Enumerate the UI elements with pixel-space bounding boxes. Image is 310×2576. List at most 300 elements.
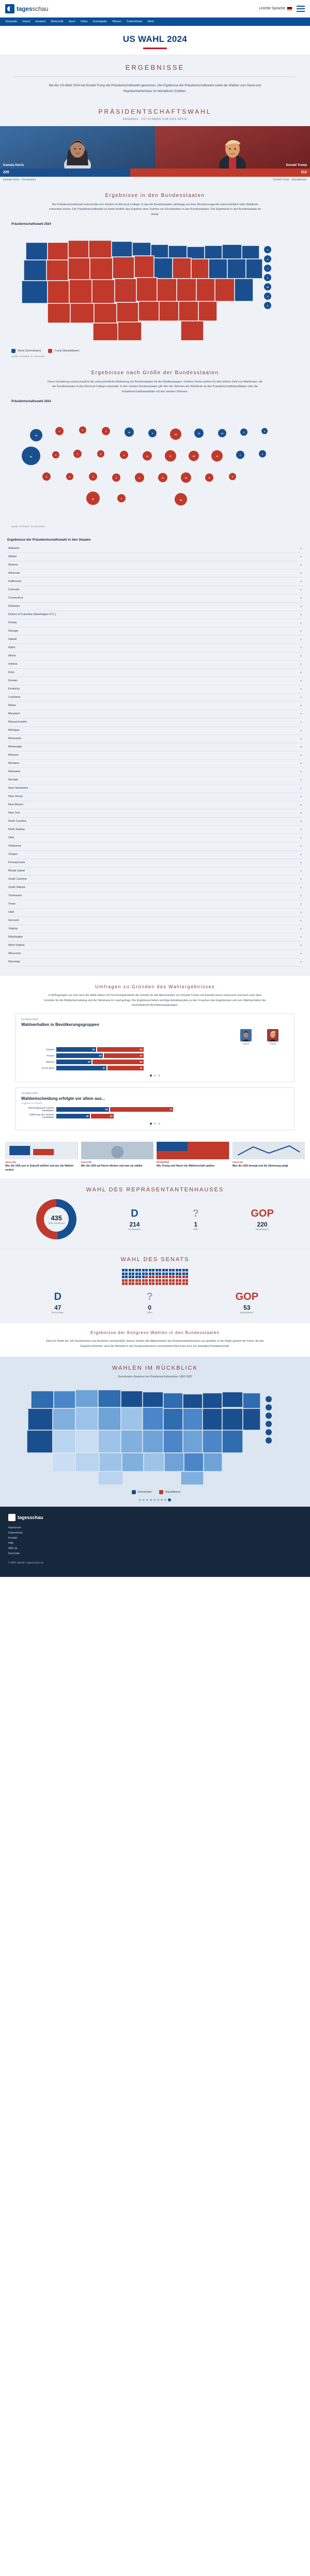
map2-note: Quelle: AP/Stand: 16. Dezember (11, 525, 45, 528)
teaser-row (0, 1136, 310, 1178)
senate-seat (182, 1272, 185, 1275)
footer-link-0[interactable]: Impressum (8, 1526, 21, 1529)
chevron-down-icon[interactable]: ▾ (300, 572, 302, 575)
map1-note: Quelle: AP/Stand: 16. Dezember (11, 355, 45, 358)
senate-seat (132, 1269, 134, 1271)
bar-group (21, 1047, 289, 1052)
chevron-down-icon[interactable]: ▾ (300, 547, 302, 550)
senate-seat (176, 1282, 178, 1285)
svg-text:6: 6 (76, 452, 79, 455)
chevron-down-icon[interactable]: ▾ (300, 828, 302, 832)
state-row[interactable] (7, 561, 303, 570)
chevron-down-icon[interactable]: ▾ (300, 754, 302, 757)
senate-seat (145, 1272, 148, 1275)
senate-seat (162, 1282, 165, 1285)
state-row[interactable] (7, 892, 303, 900)
rueckblick-legend-rep (159, 1490, 180, 1494)
senate-seat (142, 1276, 145, 1278)
main-nav[interactable] (0, 18, 310, 26)
bar-harris-wähler (56, 1107, 109, 1112)
state-row[interactable] (7, 909, 303, 917)
chevron-down-icon[interactable]: ▾ (300, 630, 302, 633)
teaser-1[interactable] (81, 1142, 154, 1172)
bar-value: 45 (140, 1054, 143, 1057)
state-name: Maine (8, 704, 16, 708)
state-name: Kentucky (8, 687, 20, 691)
chevron-down-icon[interactable]: ▾ (300, 811, 302, 815)
chart-card-bevoelkerungsgruppen[interactable] (16, 1014, 295, 1082)
teaser-2-title[interactable]: Wie Trump und Harris die Wählerschaft spalten (157, 1164, 215, 1168)
usa-choropleth-map[interactable] (9, 227, 301, 346)
teaser-2-thumb (157, 1142, 229, 1159)
chevron-down-icon[interactable]: ▾ (300, 845, 302, 848)
bar-group (21, 1113, 289, 1118)
teaser-1-title[interactable]: Wie die USA auf Harris blicken und was sie wählte (81, 1164, 143, 1168)
footer-link-4[interactable]: ARD.de (8, 1546, 18, 1550)
chevron-down-icon[interactable]: ▾ (300, 960, 302, 964)
democrat-logo-icon-senate: D (54, 1291, 62, 1303)
chevron-down-icon[interactable]: ▾ (300, 712, 302, 716)
chevron-down-icon[interactable]: ▾ (300, 902, 302, 906)
chevron-down-icon[interactable]: ▾ (300, 605, 302, 608)
bar-wrap (56, 1047, 289, 1052)
teaser-1-category: ANALYSE (81, 1161, 92, 1164)
map1-legend (11, 349, 301, 353)
state-row[interactable] (7, 867, 303, 876)
senate-seat (182, 1276, 185, 1278)
pager2-dot-3[interactable] (158, 1123, 160, 1125)
state-name: Missouri (8, 754, 19, 757)
state-row[interactable] (7, 842, 303, 851)
senate-seat (165, 1276, 168, 1278)
state-name: Rhode Island (8, 869, 25, 873)
timeline-year-2012[interactable] (157, 1499, 159, 1501)
bar-category-label: Männer (46, 1061, 54, 1064)
state-row[interactable] (7, 702, 303, 710)
chart2-sub: Angaben in Prozent (21, 1102, 42, 1105)
svg-text:6: 6 (151, 432, 153, 435)
logo-text-light: schau (32, 5, 49, 12)
senate-seat (182, 1269, 185, 1271)
chevron-down-icon[interactable]: ▾ (300, 853, 302, 856)
state-row[interactable] (7, 644, 303, 652)
chevron-down-icon[interactable]: ▾ (300, 861, 302, 865)
teaser-3[interactable] (233, 1142, 305, 1172)
state-row[interactable] (7, 669, 303, 677)
state-name: Virginia (8, 927, 18, 931)
state-name: South Carolina (8, 878, 27, 881)
senate-open-seats: 0 (148, 1304, 152, 1312)
electoral-result-bar (0, 168, 310, 177)
chevron-down-icon[interactable]: ▾ (300, 638, 302, 641)
house-party-open (193, 1208, 199, 1231)
senate-party-open (147, 1291, 153, 1314)
section-map-states (0, 186, 310, 363)
state-row[interactable] (7, 851, 303, 859)
chart2-eyebrow: US-Wahl 2024 (21, 1092, 38, 1096)
senate-seat (125, 1279, 128, 1282)
senate-seat (138, 1282, 141, 1285)
chevron-down-icon[interactable]: ▾ (300, 679, 302, 683)
state-row[interactable] (7, 900, 303, 909)
timeline-year-2000[interactable] (146, 1499, 148, 1501)
timeline-year-2016[interactable] (161, 1499, 163, 1501)
house-open-seats: 1 (194, 1221, 198, 1229)
svg-text:5: 5 (100, 452, 102, 455)
teaser-2[interactable] (157, 1142, 229, 1172)
senate-seat (182, 1279, 185, 1282)
bar-trump-wähler (110, 1107, 173, 1112)
state-row[interactable] (7, 884, 303, 892)
chevron-down-icon[interactable]: ▾ (300, 952, 302, 956)
footer-brand: tagesschau (18, 1514, 43, 1520)
svg-text:54: 54 (29, 455, 33, 458)
democrat-logo-icon: D (131, 1208, 138, 1220)
senate-seat (138, 1276, 141, 1278)
state-name: Ohio (8, 836, 14, 840)
chevron-down-icon[interactable]: ▾ (300, 613, 302, 617)
footer-link-1[interactable]: Datenschutz (8, 1531, 23, 1535)
senate-seat (162, 1269, 165, 1271)
historic-map[interactable] (10, 1378, 300, 1487)
chevron-down-icon[interactable]: ▾ (300, 878, 302, 881)
teaser-0[interactable] (5, 1142, 78, 1172)
state-row[interactable] (7, 594, 303, 603)
state-row[interactable] (7, 710, 303, 718)
bar-trump (104, 1053, 144, 1058)
state-row[interactable] (7, 727, 303, 735)
chart1-legend-trump: Trump (269, 1042, 276, 1046)
chart1-candidate-heads (21, 1029, 289, 1045)
state-name: Massachusetts (8, 720, 27, 724)
usa-bubble-svg[interactable] (9, 404, 301, 523)
state-row[interactable] (7, 553, 303, 561)
chevron-down-icon[interactable]: ▾ (300, 663, 302, 666)
pager-dot-1[interactable] (150, 1075, 152, 1077)
footer-logo[interactable] (8, 1514, 302, 1521)
state-name: Florida (8, 621, 17, 625)
footer-link-2[interactable]: Kontakt (8, 1536, 17, 1540)
usa-map-svg[interactable] (9, 227, 301, 346)
nav-item-2[interactable]: Ausland (35, 20, 46, 23)
bar-value: 57 (102, 1067, 105, 1070)
bar-wrap (56, 1053, 289, 1058)
chevron-down-icon[interactable]: ▾ (300, 654, 302, 658)
state-row[interactable] (7, 586, 303, 594)
nav-item-8[interactable]: Faktenfinder (127, 20, 143, 23)
language-label: Leichte Sprache (259, 7, 285, 10)
chevron-down-icon[interactable]: ▾ (300, 911, 302, 914)
candidate-row (0, 126, 310, 168)
bar-harris (0, 168, 130, 177)
trump-thumb (267, 1029, 278, 1041)
chevron-down-icon[interactable]: ▾ (300, 621, 302, 625)
chevron-down-icon[interactable]: ▾ (300, 803, 302, 807)
teaser-3-thumb (233, 1142, 305, 1159)
state-row[interactable] (7, 694, 303, 702)
chart2-pager[interactable] (21, 1123, 289, 1125)
logo-text-main: tages (17, 5, 33, 12)
timeline-year-2008[interactable] (153, 1499, 156, 1501)
nav-item-9[interactable]: Mehr (147, 20, 154, 23)
rueckblick-legend-dem (132, 1490, 152, 1494)
state-name: New Jersey (8, 795, 23, 799)
senate-seat (172, 1276, 175, 1278)
state-row[interactable] (7, 677, 303, 685)
svg-text:3: 3 (267, 257, 269, 260)
site-logo[interactable] (5, 4, 48, 13)
bar-harris (56, 1060, 91, 1064)
chevron-down-icon[interactable]: ▾ (300, 836, 302, 840)
chevron-down-icon[interactable]: ▾ (300, 820, 302, 823)
senate-seat (152, 1282, 154, 1285)
section-repraesentantenhaus (0, 1178, 310, 1249)
house-party-dem (129, 1208, 141, 1231)
state-name: New Mexico (8, 803, 24, 807)
state-row[interactable] (7, 942, 303, 950)
senate-seat (138, 1269, 141, 1271)
chevron-down-icon[interactable]: ▾ (300, 563, 302, 567)
state-row[interactable] (7, 834, 303, 842)
chevron-down-icon[interactable]: ▾ (300, 762, 302, 765)
footer-link-5[interactable]: Das Erste (8, 1552, 20, 1555)
chevron-down-icon[interactable]: ▾ (300, 778, 302, 782)
state-row[interactable] (7, 685, 303, 694)
nav-item-3[interactable]: Wirtschaft (51, 20, 64, 23)
chevron-down-icon[interactable]: ▾ (300, 787, 302, 790)
timeline-year-1992[interactable] (139, 1499, 141, 1501)
state-row[interactable] (7, 925, 303, 933)
chevron-down-icon[interactable]: ▾ (300, 927, 302, 931)
state-row[interactable] (7, 718, 303, 727)
senate-seat (152, 1276, 154, 1278)
bar-harris (56, 1053, 103, 1058)
chevron-down-icon[interactable]: ▾ (300, 869, 302, 873)
senate-seat (176, 1269, 178, 1271)
historic-map-svg[interactable] (10, 1378, 300, 1487)
footer-link-3[interactable]: Hilfe (8, 1541, 14, 1545)
state-row[interactable] (7, 768, 303, 776)
state-row[interactable] (7, 545, 303, 553)
svg-text:5: 5 (231, 475, 234, 478)
bar-value: 40 (87, 1061, 90, 1064)
state-row[interactable] (7, 627, 303, 636)
senate-seat (159, 1269, 161, 1271)
bar-value: 53 (140, 1048, 143, 1051)
state-row[interactable] (7, 859, 303, 867)
bar-value: 60 (105, 1108, 108, 1111)
page-title: US WAHL 2024 (122, 34, 188, 44)
svg-text:40: 40 (91, 497, 95, 500)
senate-seat (156, 1282, 158, 1285)
senate-seat (185, 1282, 188, 1285)
pager2-dot-1[interactable] (150, 1123, 152, 1125)
chevron-down-icon[interactable]: ▾ (300, 919, 302, 923)
state-name: New Hampshire (8, 787, 28, 790)
bar-trump-value: 312 (301, 171, 307, 175)
state-row[interactable] (7, 933, 303, 942)
chevron-down-icon[interactable]: ▾ (300, 944, 302, 947)
state-row[interactable] (7, 917, 303, 925)
house-results-row (10, 1199, 300, 1239)
nav-item-5[interactable]: Video (80, 20, 88, 23)
chart1-pager[interactable] (21, 1075, 289, 1077)
state-name: Georgia (8, 630, 19, 633)
chevron-down-icon[interactable]: ▾ (300, 795, 302, 799)
state-row[interactable] (7, 950, 303, 958)
state-row[interactable] (7, 785, 303, 793)
nav-item-1[interactable]: Inland (22, 20, 30, 23)
state-row[interactable] (7, 570, 303, 578)
chevron-down-icon[interactable]: ▾ (300, 671, 302, 674)
state-row[interactable] (7, 876, 303, 884)
senate-seat (169, 1282, 172, 1285)
map1-heading: Ergebnisse in den Bundesstaaten (105, 192, 205, 198)
state-results-list (0, 533, 310, 976)
state-row[interactable] (7, 752, 303, 760)
svg-text:11: 11 (161, 476, 164, 479)
state-row[interactable] (7, 743, 303, 752)
chevron-down-icon[interactable]: ▾ (300, 588, 302, 592)
state-row[interactable] (7, 760, 303, 768)
state-row[interactable] (7, 636, 303, 644)
rueckblick-legend-rep-label: Republikaner (165, 1490, 181, 1494)
senate-seat (159, 1276, 161, 1278)
svg-text:4: 4 (243, 431, 245, 434)
chart2-title: Wahlentscheidung erfolgte vor allem aus... (21, 1096, 105, 1101)
svg-text:10: 10 (221, 432, 224, 435)
chevron-down-icon[interactable]: ▾ (300, 886, 302, 890)
chevron-down-icon[interactable]: ▾ (300, 745, 302, 749)
chevron-down-icon[interactable]: ▾ (300, 596, 302, 600)
chevron-down-icon[interactable]: ▾ (300, 580, 302, 584)
trump-portrait (214, 131, 251, 168)
state-row[interactable] (7, 652, 303, 661)
svg-text:6: 6 (92, 475, 94, 478)
senate-seat (185, 1269, 188, 1271)
state-row[interactable] (7, 809, 303, 818)
bar-value: 53 (99, 1054, 102, 1057)
timeline-year-2004[interactable] (150, 1499, 152, 1501)
senate-seat (156, 1279, 158, 1282)
chevron-down-icon[interactable]: ▾ (300, 720, 302, 724)
svg-text:7: 7 (239, 453, 241, 456)
pager2-dot-2[interactable] (154, 1123, 156, 1125)
svg-text:6: 6 (123, 453, 125, 456)
svg-text:30: 30 (179, 498, 182, 501)
rueckblick-legend (12, 1490, 300, 1494)
nav-item-6[interactable]: Investigativ (92, 20, 107, 23)
year-timeline[interactable] (10, 1498, 300, 1501)
senate-seat (169, 1279, 172, 1282)
state-row[interactable] (7, 578, 303, 586)
state-name: Mississippi (8, 745, 22, 749)
timeline-year-2020[interactable] (164, 1499, 166, 1501)
timeline-year-2024[interactable] (168, 1498, 171, 1501)
nav-item-7[interactable]: Wissen (112, 20, 122, 23)
state-row[interactable] (7, 958, 303, 967)
chevron-down-icon[interactable]: ▾ (300, 646, 302, 650)
state-row[interactable] (7, 793, 303, 801)
chevron-down-icon[interactable]: ▾ (300, 770, 302, 774)
legend-item-trump (48, 349, 79, 353)
state-row[interactable] (7, 611, 303, 619)
house-donut (36, 1199, 76, 1239)
chevron-down-icon[interactable]: ▾ (300, 737, 302, 741)
senate-heading: WAHL DES SENATS (120, 1256, 190, 1263)
burger-menu-icon[interactable] (297, 6, 305, 12)
state-row[interactable] (7, 801, 303, 809)
svg-text:16: 16 (184, 476, 188, 479)
bar-trump (97, 1047, 144, 1052)
title-underline (143, 48, 167, 49)
section-kongress-info (0, 1323, 310, 1357)
state-row[interactable] (7, 735, 303, 743)
chevron-down-icon[interactable]: ▾ (300, 687, 302, 691)
house-rep-seats: 220 (257, 1221, 268, 1229)
state-name: Texas (8, 902, 16, 906)
svg-text:3: 3 (264, 430, 266, 433)
chevron-down-icon[interactable]: ▾ (300, 704, 302, 708)
svg-text:12: 12 (35, 434, 38, 437)
senate-seat (149, 1279, 151, 1282)
candidate-trump (155, 126, 310, 168)
footer-links[interactable] (8, 1525, 302, 1556)
chevron-down-icon[interactable]: ▾ (300, 555, 302, 559)
senate-seat (182, 1282, 185, 1285)
chevron-down-icon[interactable]: ▾ (300, 936, 302, 939)
german-flag-icon (287, 7, 292, 11)
senate-seat (132, 1279, 134, 1282)
praesi-header (0, 108, 310, 121)
senate-seat (122, 1276, 125, 1278)
chevron-down-icon[interactable]: ▾ (300, 729, 302, 732)
teaser-3-title[interactable]: Was die USA bewegt und die Stimmung prägt (232, 1164, 288, 1168)
svg-text:7: 7 (267, 267, 269, 270)
senate-seat (135, 1276, 138, 1278)
usa-bubble-map[interactable] (9, 404, 301, 523)
language-selector[interactable] (259, 7, 292, 11)
senate-seat (156, 1272, 158, 1275)
state-row[interactable] (7, 818, 303, 826)
senate-seat (176, 1279, 178, 1282)
state-row[interactable] (7, 661, 303, 669)
timeline-year-1996[interactable] (143, 1499, 145, 1501)
pager-dot-2[interactable] (154, 1075, 156, 1077)
nav-item-4[interactable]: Sport (68, 20, 75, 23)
bar-value: 45 (92, 1048, 95, 1051)
chart-card-wahlentscheidung[interactable] (16, 1087, 295, 1130)
bar-value: 41 (140, 1067, 143, 1070)
state-row[interactable] (7, 603, 303, 611)
state-row[interactable] (7, 826, 303, 834)
state-name: Delaware (8, 605, 20, 608)
teaser-0-title[interactable]: Wer die USA nun in Zukunft anführt und wer die Wahlen verliert (5, 1164, 74, 1172)
svg-text:15: 15 (174, 433, 177, 436)
chevron-down-icon[interactable]: ▾ (300, 696, 302, 699)
chevron-down-icon[interactable]: ▾ (300, 894, 302, 898)
state-row[interactable] (7, 776, 303, 785)
rueckblick-sub: Demokraten-Gewinner bei Präsidentschaftswahlen 1992-2020 (118, 1375, 192, 1378)
nav-item-0[interactable]: Startseite (5, 20, 18, 23)
senate-seat (129, 1272, 131, 1275)
svg-text:17: 17 (169, 454, 172, 457)
tagesschau-logo-icon (5, 4, 14, 13)
pager-dot-3[interactable] (158, 1075, 160, 1077)
state-row[interactable] (7, 619, 303, 627)
house-total-caption: Sitze insgesamt (48, 1222, 65, 1225)
senate-seat (138, 1272, 141, 1275)
